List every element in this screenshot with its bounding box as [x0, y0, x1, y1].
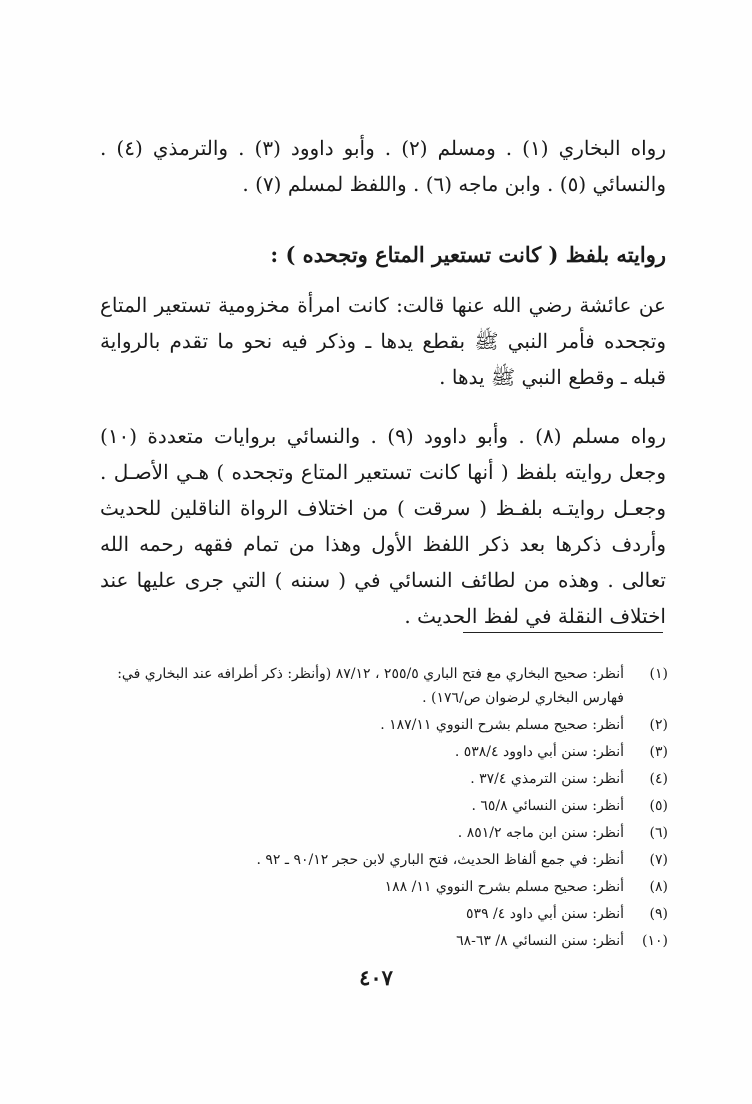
- footnote-number: (١): [649, 666, 668, 682]
- footnote-number: (٧): [649, 852, 668, 868]
- footnote: [108, 740, 668, 764]
- footnote: [108, 929, 668, 953]
- footnote-number: (٨): [649, 879, 668, 895]
- footnote-number: (٢): [649, 717, 668, 733]
- footnote-number: (٩): [649, 906, 668, 922]
- paragraph-commentary: رواه مسلم (٨) . وأبو داوود (٩) . والنسائي بروايات متعددة (١٠) وجعل روايته بلفظ ( أنها كانت تستعير المتاع وتجحده ) هـي الأصـل . وجعـل روايتـه بلفـظ ( سرقت ) من اختلاف الرواة الناقلين للحديث وأردف ذكرها بعد ذكر اللفظ الأول وهذا من تمام فقهه رحمه الله تعالى . وهذه من لطائف النسائي في ( سننه ) التي جرى عليها عند اختلاف النقلة في لفظ الحديث .: [100, 424, 667, 628]
- footnote: [108, 902, 668, 926]
- footnotes: [108, 662, 668, 956]
- footnote: [108, 848, 668, 872]
- footnote: [108, 875, 668, 899]
- footnote: [108, 662, 668, 710]
- footnote: [108, 794, 668, 818]
- page-number: ٤٠٧: [359, 965, 393, 990]
- footnote-text: أنظر: في جمع ألفاظ الحديث، فتح الباري لابن حجر ٩٠/١٢ ـ ٩٢ .: [256, 852, 624, 868]
- footnote-text: أنظر: سنن أبي داوود ٥٣٨/٤ .: [454, 744, 624, 760]
- section-heading: روايته بلفظ ( كانت تستعير المتاع وتجحده ) :: [270, 242, 666, 267]
- footnote-text: أنظر: سنن ابن ماجه ٨٥١/٢ .: [457, 825, 624, 841]
- footnote-divider: [463, 632, 663, 633]
- footnote-number: (٦): [649, 825, 668, 841]
- footnote-text: أنظر: سنن النسائي ٦٥/٨ .: [471, 798, 624, 814]
- footnote-number: (٣): [649, 744, 668, 760]
- footnote: [108, 713, 668, 737]
- paragraph-narrators: رواه البخاري (١) . ومسلم (٢) . وأبو داوود (٣) . والترمذي (٤) . والنسائي (٥) . وابن ماجه (٦) . واللفظ لمسلم (٧) .: [100, 136, 666, 196]
- footnote-text: أنظر: سنن أبي داود ٤/ ٥٣٩: [466, 906, 624, 922]
- footnote-number: (١٠): [642, 933, 668, 949]
- footnote-text: أنظر: صحيح مسلم بشرح النووي ١١/ ١٨٨: [384, 879, 624, 895]
- footnote: [108, 767, 668, 791]
- footnote-text: أنظر: صحيح البخاري مع فتح الباري ٢٥٥/٥ ، ٨٧/١٢ (وأنظر: ذكر أطرافه عند البخاري في: فهارس البخاري لرضوان ص/١٧٦) .: [117, 666, 624, 706]
- footnote-number: (٤): [649, 771, 668, 787]
- footnote-text: أنظر: سنن الترمذي ٣٧/٤ .: [470, 771, 624, 787]
- footnote-text: أنظر: صحيح مسلم بشرح النووي ١٨٧/١١ .: [380, 717, 624, 733]
- footnote-number: (٥): [649, 798, 668, 814]
- footnote-text: أنظر: سنن النسائي ٨/ ٦٣-٦٨: [456, 933, 624, 949]
- paragraph-aisha-hadith: عن عائشة رضي الله عنها قالت: كانت امرأة مخزومية تستعير المتاع وتجحده فأمر النبي ﷺ بقطع يدها ـ وذكر فيه نحو ما تقدم بالرواية قبله ـ وقطع النبي ﷺ يدها .: [100, 293, 666, 389]
- footnote: [108, 821, 668, 845]
